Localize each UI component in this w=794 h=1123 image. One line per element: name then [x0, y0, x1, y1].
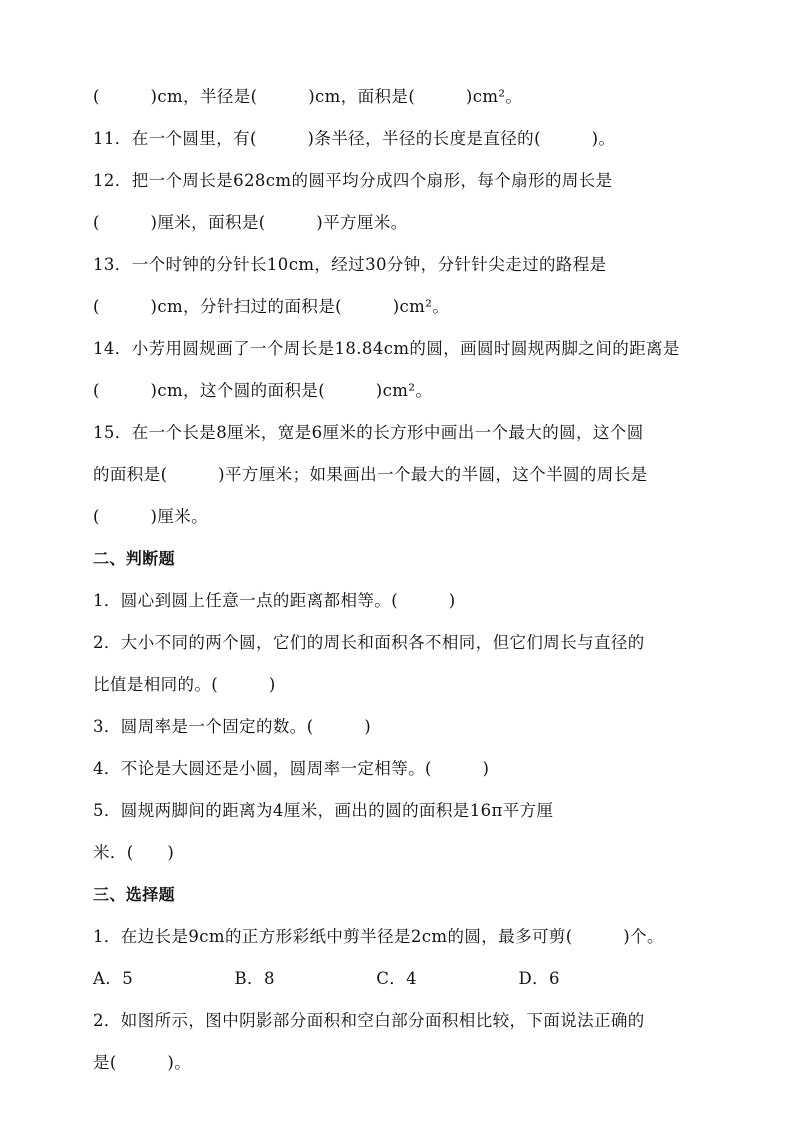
choice-1: 1．在边长是9cm的正方形彩纸中剪半径是2cm的圆，最多可剪( )个。 — [93, 927, 664, 946]
judgment-3: 3．圆周率是一个固定的数。( ) — [93, 717, 372, 736]
question-14-line-2: ( )cm，这个圆的面积是( )cm²。 — [93, 381, 433, 400]
judgment-5-line-1: 5．圆规两脚间的距离为4厘米，画出的圆的面积是16π平方厘 — [93, 801, 554, 820]
question-15-line-2: 的面积是( )平方厘米；如果画出一个最大的半圆，这个半圆的周长是 — [93, 465, 648, 484]
judgment-4: 4．不论是大圆还是小圆，圆周率一定相等。( ) — [93, 759, 490, 778]
question-13-line-2: ( )cm，分针扫过的面积是( )cm²。 — [93, 297, 450, 316]
choice-2-line-1: 2．如图所示，图中阴影部分面积和空白部分面积相比较，下面说法正确的 — [93, 1011, 645, 1030]
choice-2-line-2: 是( )。 — [93, 1053, 192, 1072]
judgment-2-line-1: 2．大小不同的两个圆，它们的周长和面积各不相同，但它们周长与直径的 — [93, 633, 645, 652]
question-14-line-1: 14．小芳用圆规画了一个周长是18.84cm的圆，画圆时圆规两脚之间的距离是 — [93, 339, 680, 358]
section-heading-choice: 三、选择题 — [93, 885, 176, 904]
judgment-1: 1．圆心到圆上任意一点的距离都相等。( ) — [93, 591, 456, 610]
section-heading-judgment: 二、判断题 — [93, 549, 176, 568]
question-13-line-1: 13．一个时钟的分针长10cm，经过30分钟，分针针尖走过的路程是 — [93, 255, 607, 274]
question-12-line-1: 12．把一个周长是628cm的圆平均分成四个扇形，每个扇形的周长是 — [93, 171, 613, 190]
choice-1-options: A．5 B．8 C．4 D．6 — [93, 969, 560, 988]
q10-continuation-line: ( )cm，半径是( )cm，面积是( )cm²。 — [93, 87, 523, 106]
question-15-line-3: ( )厘米。 — [93, 507, 209, 526]
question-12-line-2: ( )厘米，面积是( )平方厘米。 — [93, 213, 408, 232]
judgment-5-line-2: 米．( ) — [93, 843, 175, 862]
question-15-line-1: 15．在一个长是8厘米，宽是6厘米的长方形中画出一个最大的圆，这个圆 — [93, 423, 644, 442]
question-11: 11．在一个圆里，有( )条半径，半径的长度是直径的( )。 — [93, 129, 616, 148]
judgment-2-line-2: 比值是相同的。( ) — [93, 675, 276, 694]
